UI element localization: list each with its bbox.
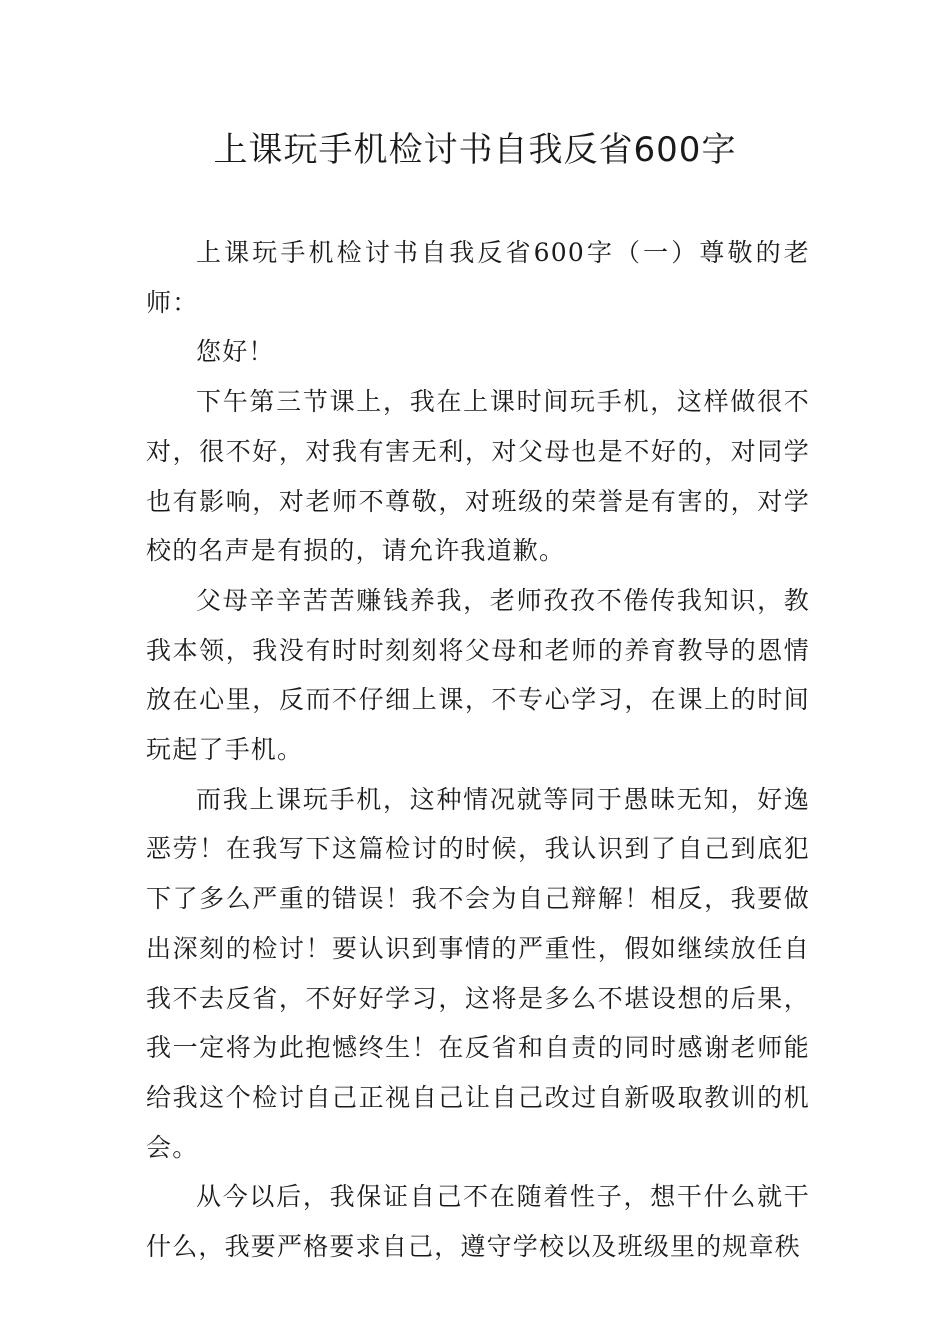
paragraph-4: 从今以后，我保证自己不在随着性子，想干什么就干什么，我要严格要求自己，遵守学校以及班级里的规章秩 (146, 1182, 810, 1262)
paragraph-greeting: 您好！ (196, 337, 275, 367)
paragraph-heading-line: 上课玩手机检讨书自我反省600字（一）尊敬的老师： (146, 238, 810, 317)
paragraph-1: 下午第三节课上，我在上课时间玩手机，这样做很不对，很不好，对我有害无利，对父母也是不好的，对同学也有影响，对老师不尊敬，对班级的荣誉是有害的，对学校的名声是有损的，请允许我道歉。 (146, 387, 810, 566)
document-title: 上课玩手机检讨书自我反省600字 (213, 130, 737, 170)
paragraph-2: 父母辛辛苦苦赚钱养我，老师孜孜不倦传我知识，教我本领，我没有时时刻刻将父母和老师的养育教导的恩情放在心里，反而不仔细上课，不专心学习，在课上的时间玩起了手机。 (146, 585, 810, 765)
paragraph-3: 而我上课玩手机，这种情况就等同于愚昧无知，好逸恶劳！在我写下这篇检讨的时候，我认识到了自己到底犯下了多么严重的错误！我不会为自己辩解！相反，我要做出深刻的检讨！要认识到事情的严重性，假如继续放任自我不去反省，不好好学习，这将是多么不堪设想的后果，我一定将为此抱憾终生！在反省和自责的同时感谢老师能给我这个检讨自己正视自己让自己改过自新吸取教训的机会。 (146, 784, 810, 1162)
document-body (146, 228, 810, 1272)
